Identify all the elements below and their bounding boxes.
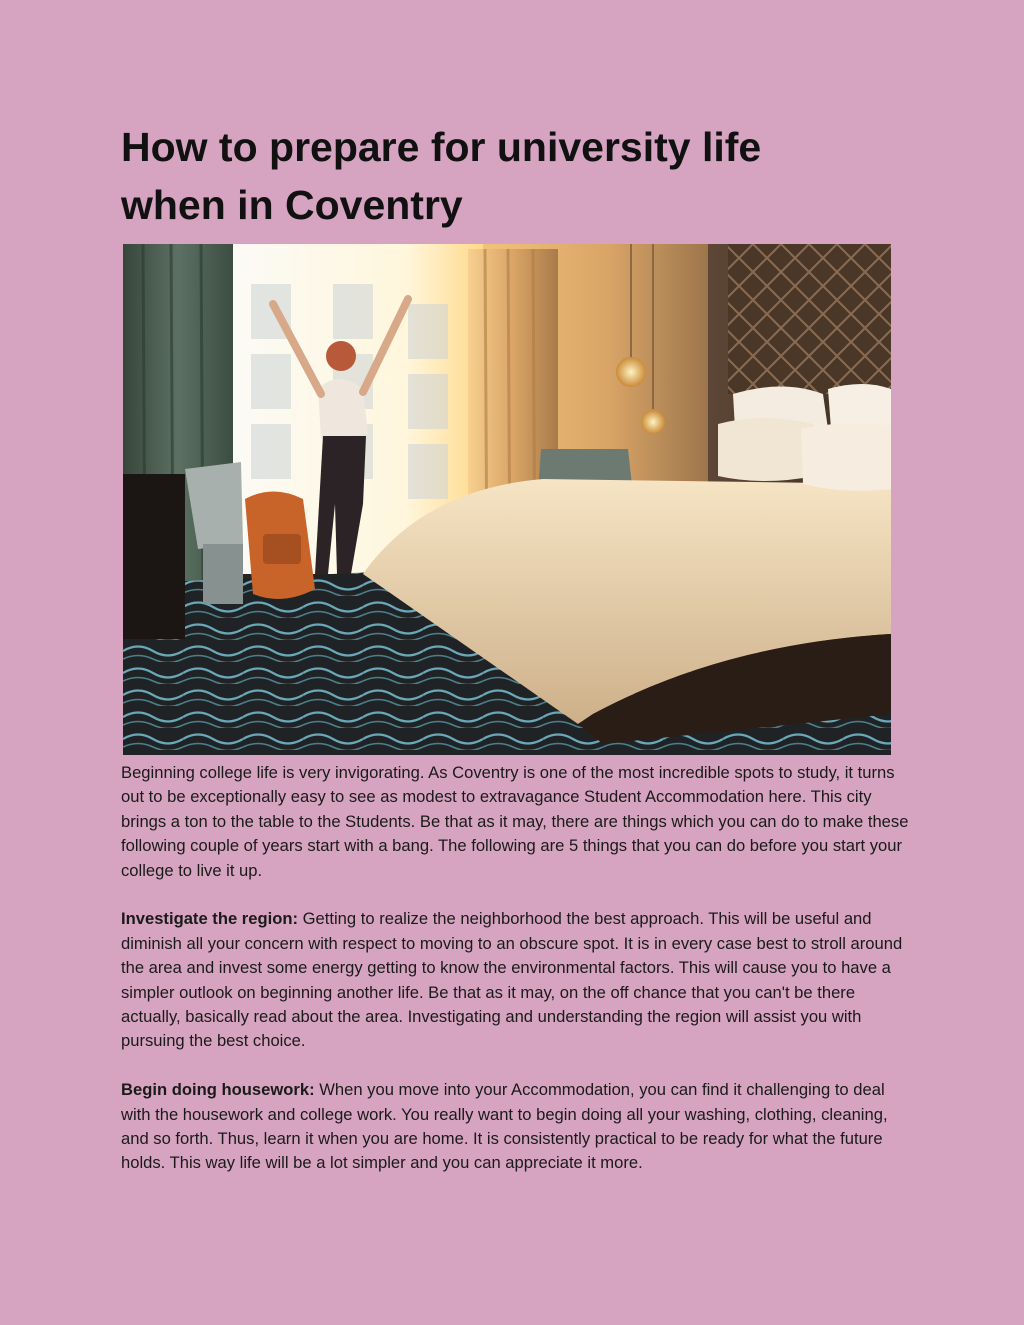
title-line-2: when in Coventry	[121, 182, 463, 228]
section-heading: Begin doing housework:	[121, 1080, 315, 1100]
title-line-1: How to prepare for university life	[121, 124, 762, 170]
section-text: When you move into your Accommodation, you can find it challenging to deal with the housework and college work. You really want to begin doing all your washing, clothing, cleaning, and so forth. Thus, learn it when you are home. It is consistently practical to be ready for what the future holds. This way life will be a lot simpler and you can appreciate it more.	[121, 1080, 888, 1173]
section-paragraph-housework	[121, 1078, 911, 1176]
hero-image	[123, 244, 891, 755]
hotel-room-photo-icon	[123, 244, 891, 755]
page-title	[121, 118, 921, 234]
intro-paragraph: Beginning college life is very invigorating. As Coventry is one of the most incredible spots to study, it turns out to be exceptionally easy to see as modest to extravagance Student Accommodation here. This city brings a ton to the table to the Students. Be that as it may, there are things which you can do to make these following couple of years start with a bang. The following are 5 things that you can do before you start your college to live it up.	[121, 763, 909, 880]
article-body	[121, 761, 911, 1200]
section-text: Getting to realize the neighborhood the best approach. This will be useful and diminish all your concern with respect to moving to an obscure spot. It is in every case best to stroll around the area and invest some energy getting to know the environmental factors. This will cause you to have a simpler outlook on beginning another life. Be that as it may, on the off chance that you can't be there actually, basically read about the area. Investigating and understanding the region will assist you with pursuing the best choice.	[121, 909, 903, 1051]
section-paragraph-region	[121, 907, 911, 1053]
section-heading: Investigate the region:	[121, 909, 299, 929]
